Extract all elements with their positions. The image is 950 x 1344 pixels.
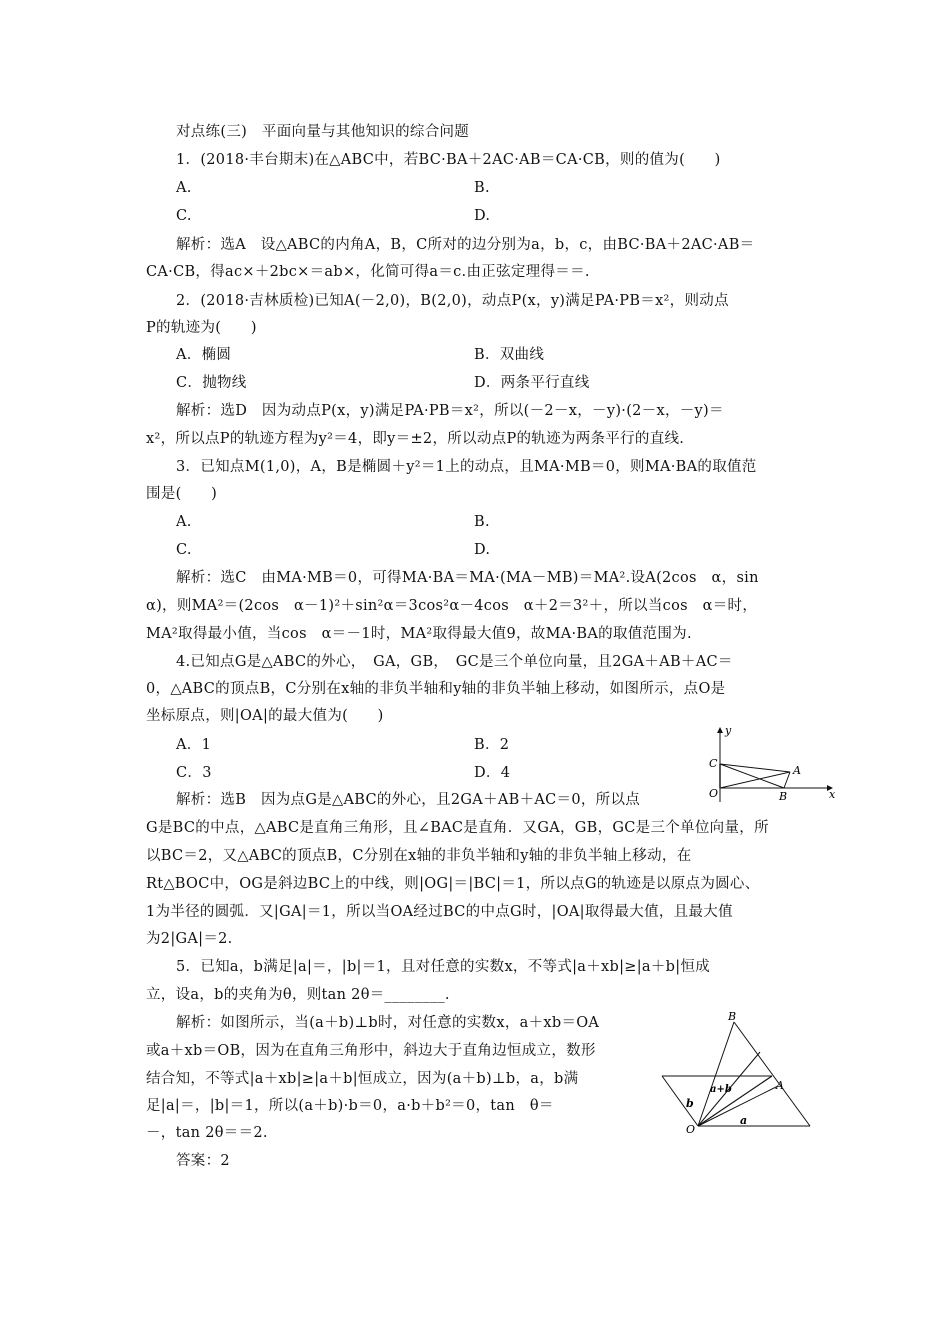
q5-stem-line: 5．已知a，b满足|a|＝，|b|＝1，且对任意的实数x，不等式|a＋xb|≥|a＋b|恒成 [176, 959, 711, 975]
q4-stem-line: 4.已知点G是△ABC的外心， GA，GB， GC是三个单位向量，且2GA＋AB＋AC＝ [176, 654, 733, 670]
q3-option-a: A. [176, 514, 192, 530]
q4-solution-line: 以BC＝2，又△ABC的顶点B，C分别在x轴的非负半轴和y轴的非负半轴上移动，在 [146, 848, 692, 864]
q5-solution-line: 解析：如图所示，当(a＋b)⊥b时，对任意的实数x，a＋xb＝OA [176, 1015, 600, 1031]
q4-solution-line: 解析：选B 因为点G是△ABC的外心，且2GA＋AB＋AC＝0，所以点 [176, 792, 641, 808]
q1-option-c: C. [176, 208, 192, 224]
q1-stem: 1．(2018·丰台期末)在△ABC中，若BC·BA＋2AC·AB＝CA·CB，则的值为( ) [176, 152, 721, 168]
q5-answer: 答案：2 [176, 1153, 230, 1169]
fig5-label-o: O [686, 1123, 696, 1134]
q3-stem-line: 围是( ) [146, 486, 218, 502]
q4-stem-line: 坐标原点，则|OA|的最大值为( ) [146, 708, 384, 724]
q4-stem-line: 0，△ABC的顶点B，C分别在x轴的非负半轴和y轴的非负半轴上移动，如图所示，点O是 [146, 681, 726, 697]
fig-label-y: y [725, 724, 732, 737]
q2-option-b: B．双曲线 [474, 347, 545, 363]
q5-stem-line: 立，设a，b的夹角为θ，则tan 2θ＝________. [146, 987, 450, 1003]
q3-solution-line: MA²取得最小值，当cos α＝－1时，MA²取得最大值9，故MA·BA的取值范围为. [146, 626, 692, 642]
fig-label-o: O [709, 787, 719, 800]
q5-solution-line: 结合知，不等式|a＋xb|≥|a＋b|恒成立，因为(a＋b)⊥b，a，b满 [146, 1071, 579, 1087]
q4-option-c: C．3 [176, 765, 212, 781]
q4-option-b: B．2 [474, 737, 510, 753]
q2-solution-line: 解析：选D 因为动点P(x，y)满足PA·PB＝x²，所以(－2－x，－y)·(2－x，－y)＝ [176, 403, 724, 419]
q2-option-a: A．椭圆 [176, 347, 232, 363]
q1-option-d: D. [474, 208, 491, 224]
q4-coordinate-figure [700, 722, 840, 804]
q5-solution-line: 或a＋xb＝OB，因为在直角三角形中，斜边大于直角边恒成立，数形 [146, 1043, 596, 1059]
q2-option-c: C．抛物线 [176, 375, 247, 391]
q1-solution-line: 解析：选A 设△ABC的内角A，B，C所对的边分别为a，b，c，由BC·BA＋2AC·AB＝ [176, 237, 755, 253]
q5-solution-line: －，tan 2θ＝＝2. [146, 1125, 268, 1141]
q1-solution-line: CA·CB，得ac×＋2bc×＝ab×，化简可得a＝c.由正弦定理得＝＝. [146, 264, 590, 280]
fig5-label-a-point: A [776, 1079, 784, 1092]
fig5-label-vec-a: a [740, 1114, 748, 1127]
q2-stem-line: P的轨迹为( ) [146, 320, 257, 336]
fig5-label-a-plus-b: a+b [710, 1084, 732, 1095]
q3-option-b: B. [474, 514, 490, 530]
q3-stem-line: 3．已知点M(1,0)，A，B是椭圆＋y²＝1上的动点，且MA·MB＝0，则MA·BA的取值范 [176, 459, 757, 475]
q3-solution-line: 解析：选C 由MA·MB＝0，可得MA·BA＝MA·(MA－MB)＝MA².设A(2cos α，sin [176, 570, 759, 586]
fig5-label-b-point: B [728, 1012, 737, 1023]
q1-option-a: A. [176, 180, 192, 196]
fig-label-c: C [709, 757, 718, 770]
q2-solution-line: x²，所以点P的轨迹方程为y²＝4，即y＝±2，所以动点P的轨迹为两条平行的直线. [146, 431, 685, 447]
q5-vector-figure [660, 1012, 820, 1134]
fig-label-x: x [829, 788, 836, 801]
q4-solution-line: G是BC的中点，△ABC是直角三角形，且∠BAC是直角．又GA，GB，GC是三个单位向量，所 [146, 820, 769, 836]
q3-option-c: C. [176, 542, 192, 558]
q4-option-a: A．1 [176, 737, 212, 753]
q1-option-b: B. [474, 180, 490, 196]
q4-solution-line: Rt△BOC中，OG是斜边BC上的中线，则|OG|＝|BC|＝1，所以点G的轨迹是以原点为圆心、 [146, 876, 760, 892]
q2-option-d: D．两条平行直线 [474, 375, 590, 391]
q5-solution-line: 足|a|＝，|b|＝1，所以(a＋b)·b＝0，a·b＋b²＝0，tan θ＝ [146, 1098, 554, 1114]
q3-solution-line: α)，则MA²＝(2cos α－1)²＋sin²α＝3cos²α－4cos α＋2＝3²＋，所以当cos α＝时， [146, 598, 758, 614]
q4-option-d: D．4 [474, 765, 511, 781]
q4-solution-line: 为2|GA|＝2. [146, 931, 233, 947]
fig-label-b: B [779, 790, 788, 803]
q2-stem-line: 2．(2018·吉林质检)已知A(－2,0)，B(2,0)，动点P(x，y)满足PA·PB＝x²，则动点 [176, 293, 729, 309]
q4-solution-line: 1为半径的圆弧．又|GA|＝1，所以当OA经过BC的中点G时，|OA|取得最大值，且最大值 [146, 904, 733, 920]
q3-option-d: D. [474, 542, 491, 558]
fig5-label-vec-b: b [686, 1097, 694, 1110]
fig-label-a: A [793, 764, 801, 777]
section-title: 对点练(三) 平面向量与其他知识的综合问题 [176, 124, 470, 140]
